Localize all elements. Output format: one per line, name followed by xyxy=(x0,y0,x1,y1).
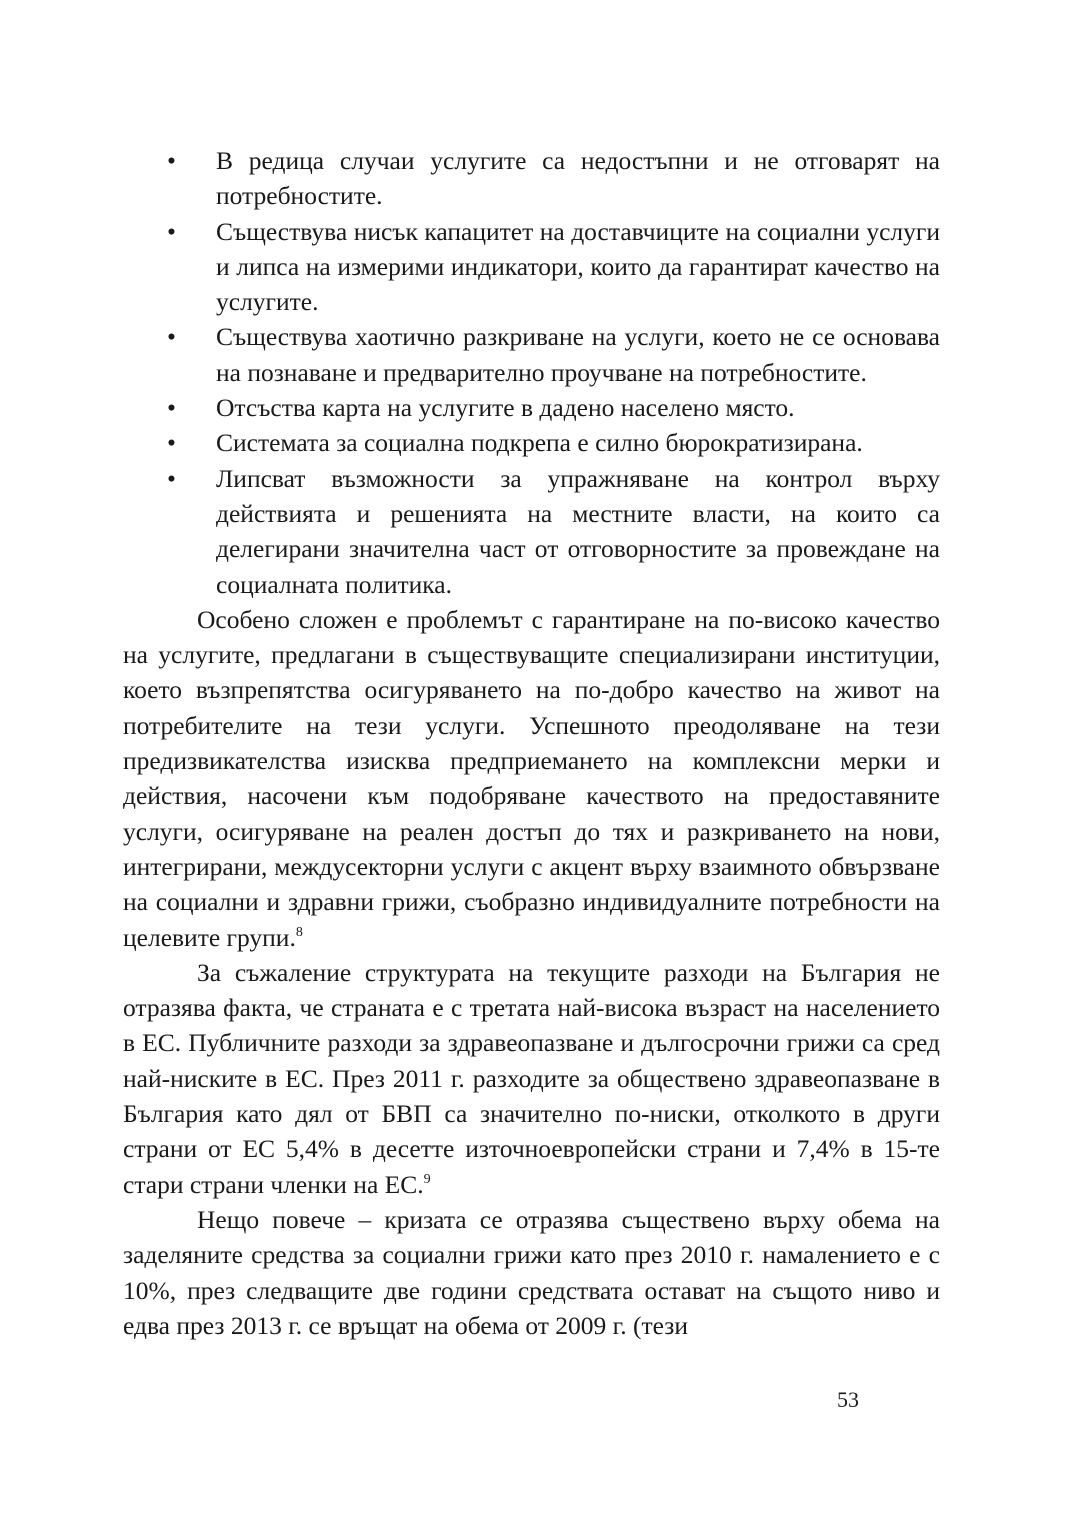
bullet-marker: • xyxy=(167,216,176,246)
paragraph-text: За съжаление структурата на текущите разходи на България не отразява факта, че страната е с третата най-висока възраст на населението в ЕС. Публичните разходи за здравеопазване и дългосрочни грижи са сред най-ниските в ЕС. През 2011 г. разходите за обществено здравеопазване в България като дял от БВП са значително по-ниски, отколкото в други страни от ЕС 5,4% в десетте източноевропейски страни и 7,4% в 15-те стари страни членки на ЕС. xyxy=(123,957,940,1199)
paragraph-text: Нещо повече – кризата се отразява съществено върху обема на заделяните средства за социални грижи като през 2010 г. намалението е с 10%, през следващите две години средствата остават на същото ниво и едва през 2013 г. се връщат на обема от 2009 г. (тези xyxy=(123,1204,940,1340)
list-item-text: Липсват възможности за упражняване на контрол върху действията и решенията на местните власти, на които са делегирани значителна част от отговорностите за провеждане на социалната политика. xyxy=(216,463,940,599)
list-item-text: В редица случаи услугите са недостъпни и не отговарят на потребностите. xyxy=(216,146,940,211)
bullet-marker: • xyxy=(167,146,176,175)
bullet-marker: • xyxy=(167,428,176,458)
list-item xyxy=(123,461,940,602)
list-item xyxy=(123,214,940,320)
list-item-text: Съществува хаотично разкриване на услуги, което не се основава на познаване и предварително проучване на потребностите. xyxy=(216,322,940,387)
footnote-marker: 9 xyxy=(423,1171,431,1187)
list-item-text: Съществува нисък капацитет на доставчиците на социални услуги и липса на измерими индикатори, които да гарантират качество на услугите. xyxy=(216,216,940,317)
page-number: 53 xyxy=(837,1387,859,1412)
list-item xyxy=(123,319,940,390)
paragraph-crisis xyxy=(123,1202,940,1343)
bullet-marker: • xyxy=(167,463,176,493)
footnote-marker: 8 xyxy=(295,924,303,940)
paragraph-expenditure xyxy=(123,955,940,1202)
list-item xyxy=(123,143,940,214)
list-item xyxy=(123,425,940,460)
list-item xyxy=(123,390,940,425)
bullet-list xyxy=(123,143,940,602)
list-item-text: Отсъства карта на услугите в дадено населено място. xyxy=(216,393,795,423)
list-item-text: Системата за социална подкрепа е силно бюрократизирана. xyxy=(216,428,863,458)
bullet-marker: • xyxy=(167,322,176,352)
bullet-marker: • xyxy=(167,393,176,423)
paragraph-service-quality xyxy=(123,602,940,955)
page-body xyxy=(123,143,940,1343)
paragraph-text: Особено сложен е проблемът с гарантиране на по-високо качество на услугите, предлагани в съществуващите специализирани институции, което възпрепятства осигуряването на по-добро качество на живот на потребителите на тези услуги. Успешното преодоляване на тези предизвикателства изисква предприемането на комплексни мерки и действия, насочени към подобряване качеството на предоставяните услуги, осигуряване на реален достъп до тях и разкриването на нови, интегрирани, междусекторни услуги с акцент върху взаимното обвързване на социални и здравни грижи, съобразно индивидуалните потребности на целевите групи. xyxy=(123,604,940,952)
